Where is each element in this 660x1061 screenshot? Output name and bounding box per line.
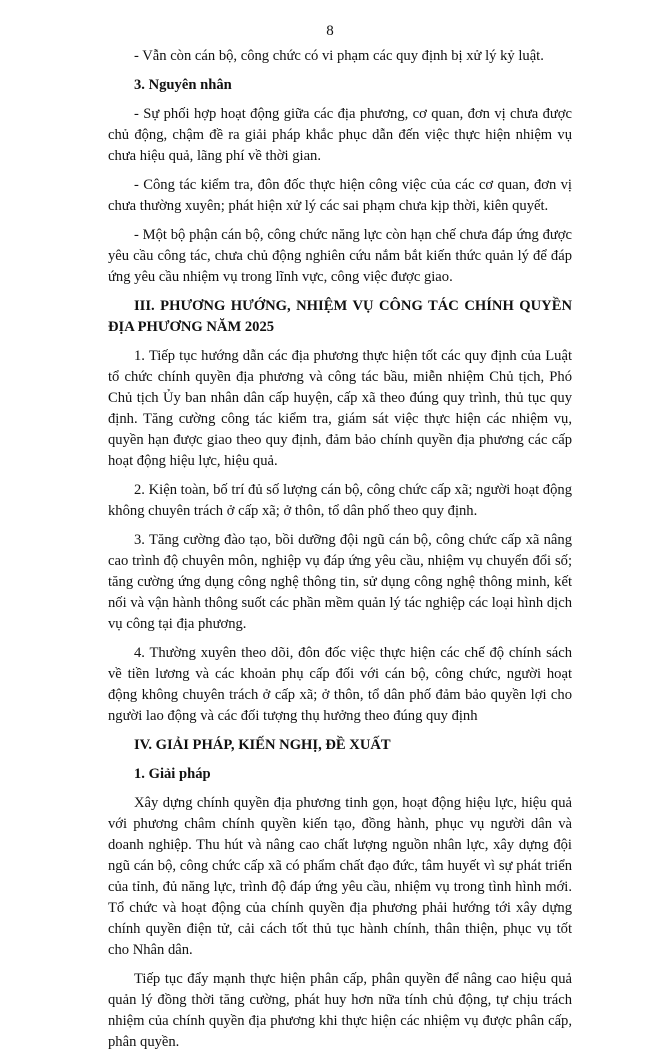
paragraph-solution-1: Xây dựng chính quyền địa phương tinh gọn, hoạt động hiệu lực, hiệu quả với phương châm chính quyền kiến tạo, đồng hành, phục vụ người dân và doanh nghiệp. Thu hút và nâng cao chất lượng nguồn nhân lực, xây dựng đội ngũ cán bộ, công chức cấp xã có phẩm chất đạo đức, tâm huyết vì sự phát triển của tỉnh, đủ năng lực, trình độ đáp ứng yêu cầu, nhiệm vụ trong tình hình mới. Tổ chức và hoạt động của chính quyền địa phương phải hướng tới xây dựng chính quyền điện tử, cải cách tốt thủ tục hành chính, thân thiện, phục vụ tốt cho Nhân dân.	[108, 795, 572, 958]
heading-cause: 3. Nguyên nhân	[134, 77, 232, 93]
paragraph-task-3: 3. Tăng cường đào tạo, bồi dưỡng đội ngũ cán bộ, công chức cấp xã nâng cao trình độ chuyên môn, nghiệp vụ đáp ứng yêu cầu, nhiệm vụ chuyển đổi số; tăng cường ứng dụng công nghệ thông tin, sử dụng công nghệ thông minh, kết nối và vận hành thông suốt các phần mềm quản lý tác nghiệp các loại hình dịch vụ công tại địa phương.	[108, 532, 572, 632]
paragraph-capacity: - Một bộ phận cán bộ, công chức năng lực còn hạn chế chưa đáp ứng được yêu cầu công tác, chưa chủ động nghiên cứu nắm bắt kiến thức quản lý để đáp ứng yêu cầu nhiệm vụ trong lĩnh vực, công việc được giao.	[108, 227, 572, 285]
heading-section-iii: III. PHƯƠNG HƯỚNG, NHIỆM VỤ CÔNG TÁC CHÍNH QUYỀN ĐỊA PHƯƠNG NĂM 2025	[108, 298, 572, 335]
paragraph-coordination: - Sự phối hợp hoạt động giữa các địa phương, cơ quan, đơn vị chưa được chủ động, chậm đề ra giải pháp khắc phục dẫn đến việc thực hiện nhiệm vụ chưa hiệu quả, lãng phí về thời gian.	[108, 106, 572, 164]
paragraph-discipline: - Vẫn còn cán bộ, công chức có vi phạm các quy định bị xử lý kỷ luật.	[134, 48, 544, 64]
paragraph-inspection: - Công tác kiểm tra, đôn đốc thực hiện công việc của các cơ quan, đơn vị chưa thường xuyên; phát hiện xử lý các sai phạm chưa kịp thời, kiên quyết.	[108, 177, 572, 214]
heading-section-iv: IV. GIẢI PHÁP, KIẾN NGHỊ, ĐỀ XUẤT	[134, 737, 391, 753]
paragraph-task-2: 2. Kiện toàn, bố trí đủ số lượng cán bộ, công chức cấp xã; người hoạt động không chuyên trách ở cấp xã; ở thôn, tổ dân phố theo quy định.	[108, 482, 572, 519]
paragraph-solution-2: Tiếp tục đẩy mạnh thực hiện phân cấp, phân quyền để nâng cao hiệu quả quản lý đồng thời tăng cường, phát huy hơn nữa tính chủ động, tự chịu trách nhiệm của chính quyền địa phương khi thực hiện các nhiệm vụ được phân cấp, phân quyền.	[108, 971, 572, 1050]
paragraph-task-1: 1. Tiếp tục hướng dẫn các địa phương thực hiện tốt các quy định của Luật tổ chức chính quyền địa phương và công tác bầu, miễn nhiệm Chủ tịch, Phó Chủ tịch Ủy ban nhân dân cấp huyện, cấp xã theo đúng quy trình, thủ tục quy định. Tăng cường công tác kiểm tra, giám sát việc thực hiện các nhiệm vụ, quyền hạn được giao theo quy định, đảm bảo chính quyền địa phương các cấp hoạt động hiệu lực, hiệu quả.	[108, 348, 572, 469]
page-number: 8	[326, 23, 334, 39]
document-body	[108, 46, 572, 1061]
paragraph-task-4: 4. Thường xuyên theo dõi, đôn đốc việc thực hiện các chế độ chính sách về tiền lương và các khoản phụ cấp đối với cán bộ, công chức, người hoạt động không chuyên trách ở cấp xã; ở thôn, tổ dân phố đảm bảo quyền lợi cho người lao động và các đối tượng thụ hưởng theo đúng quy định	[108, 645, 572, 724]
heading-solution: 1. Giải pháp	[134, 766, 211, 782]
